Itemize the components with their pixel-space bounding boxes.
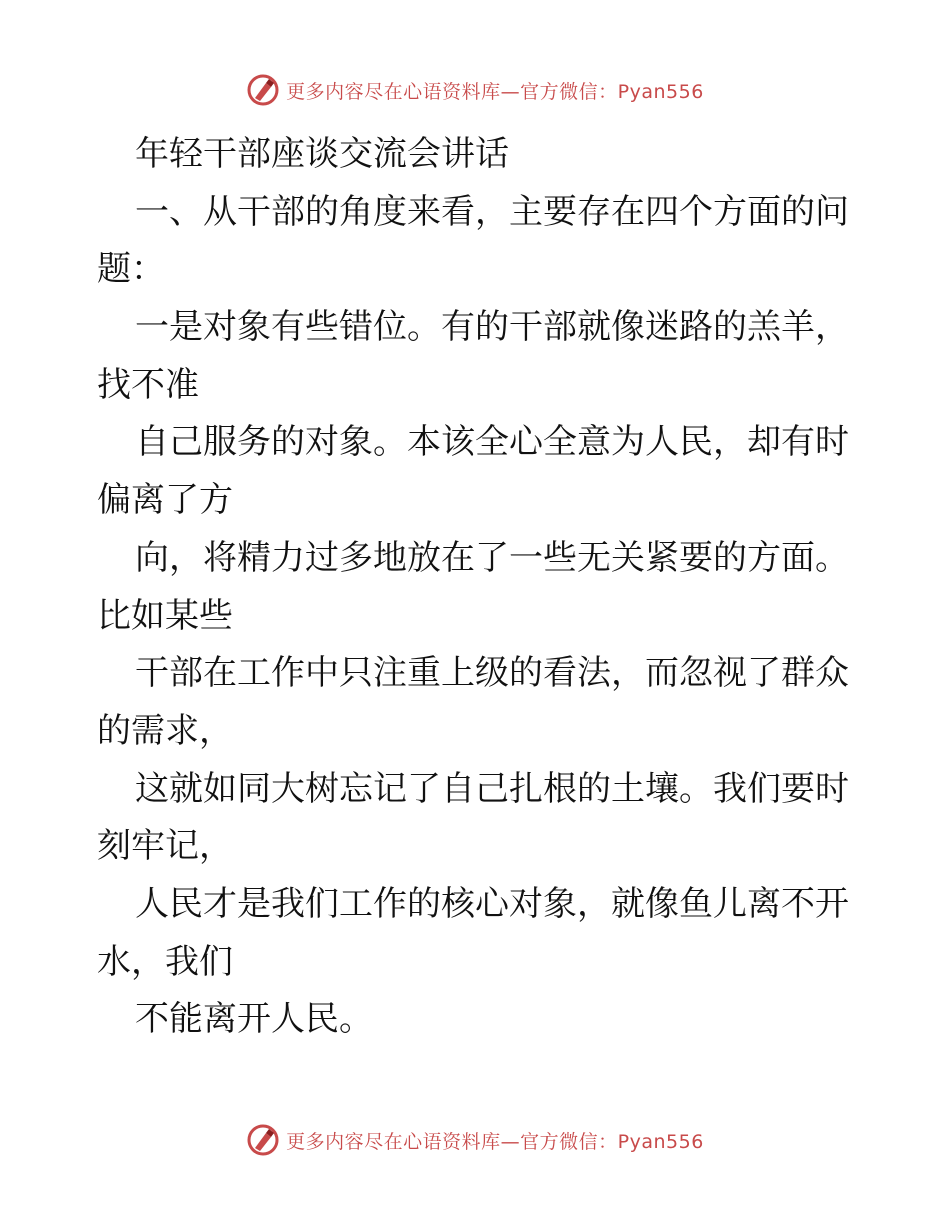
document-line: 一是对象有些错位。有的干部就像迷路的羔羊， [135,307,849,348]
footer-banner [0,1120,950,1160]
document-line: 不能离开人民。 [135,999,373,1040]
document-line: 这就如同大树忘记了自己扎根的土壤。我们要时 [135,768,849,809]
document-line: 年轻干部座谈交流会讲话 [135,134,509,174]
document-line: 刻牢记， [97,826,233,867]
document-line: 干部在工作中只注重上级的看法，而忽视了群众 [135,653,849,694]
header-banner-inner [246,73,704,107]
document-line: 人民才是我们工作的核心对象，就像鱼儿离不开 [135,883,849,924]
document-line: 一、从干部的角度来看，主要存在四个方面的问 [135,191,849,232]
document-line: 偏离了方 [97,480,233,521]
footer-banner-inner [246,1123,704,1157]
pen-logo-icon [246,73,280,107]
header-banner [0,70,950,110]
pen-logo-icon [246,1123,280,1157]
document-line: 水，我们 [97,941,233,982]
footer-banner-text: 更多内容尽在心语资料库—官方微信：Pyan556 [286,1130,704,1153]
document-line: 向，将精力过多地放在了一些无关紧要的方面。 [135,537,849,578]
document-line: 自己服务的对象。本该全心全意为人民，却有时 [135,422,849,463]
document-line: 找不准 [97,364,199,405]
header-banner-text: 更多内容尽在心语资料库—官方微信：Pyan556 [286,80,704,103]
document-line: 题： [97,249,165,290]
document-line: 比如某些 [97,595,233,636]
document-line: 的需求， [97,710,233,751]
document-body [97,126,857,1049]
